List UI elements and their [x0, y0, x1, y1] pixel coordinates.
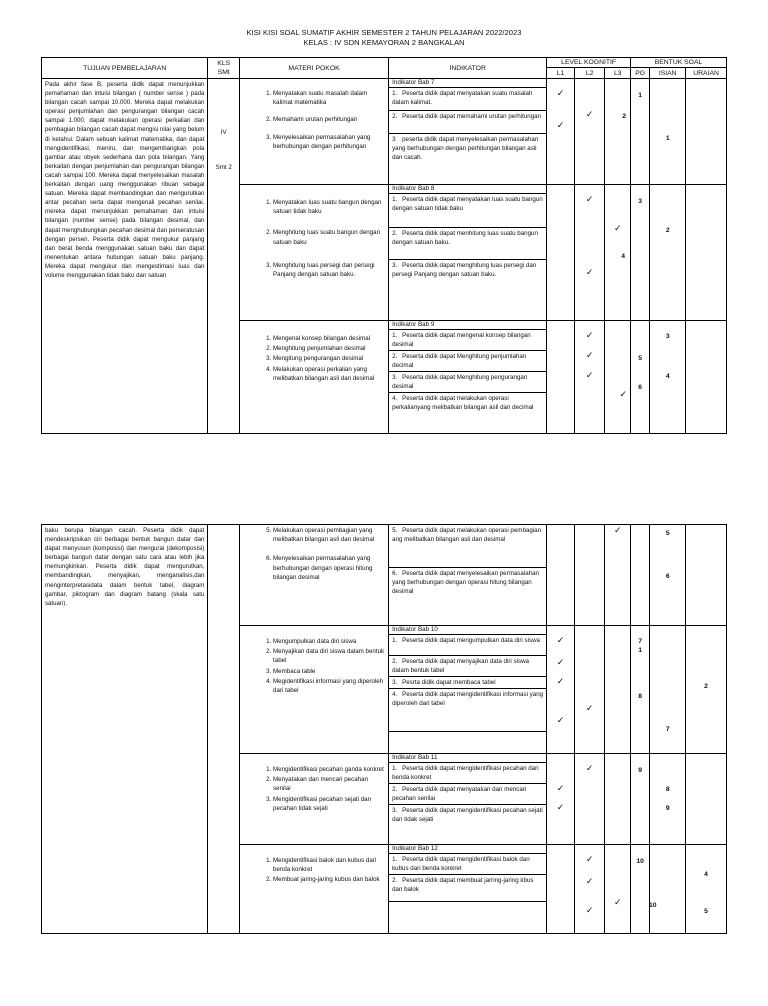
bab-heading: Indikator Bab 12: [389, 844, 546, 854]
indikator-item: Peserta didik dapat mengidentifikasi informasi yang diperoleh dari tabel: [392, 691, 544, 708]
kls-cell-cont: [208, 525, 240, 934]
indikator-bab11: Indikator Bab 11 1. Peserta didik dapat mengidentifikasi pecahan dari benda konkret 2. Peserta didik dapat menyatakan dan mencari pecahan senilai 3. Peserta didik dapat mengidentifikasi pecahan sejati dan tidak sejati: [389, 754, 547, 845]
pg-bab10: 7 1 8: [630, 626, 649, 754]
check-mark: ✓: [585, 109, 594, 119]
materi-item: 2. Menghitung penjumlahan desimal: [273, 344, 385, 353]
bab-heading: Indikator Bab 10: [389, 625, 546, 635]
materi-bab7: [240, 79, 389, 185]
pg-bab8: 3 4: [630, 185, 649, 321]
materi-item: 6. Menyelesaikan permasalahan yang berhubungan dengan operasi hitung bilangan desimal: [273, 554, 385, 582]
indikator-item: Peserta didik dapat mengenal konsep bilangan desimal: [392, 332, 531, 349]
check-mark: ✓: [585, 763, 594, 773]
col-tujuan: TUJUAN PEMBELAJARAN: [42, 58, 208, 79]
l3-bab7: [605, 79, 631, 185]
bab-heading: Indikator Bab 9: [389, 320, 546, 330]
materi-item: 3. Menghitung luas persegi dan persegi Panjang dengan satuan baku.: [273, 261, 385, 279]
check-mark: ✓: [619, 389, 627, 399]
materi-item: 2. Menyajikan data diri siswa dalam bentuk tabel: [273, 647, 385, 665]
indikator-item: Peserta didik dapat mengidentifikasi balok dan kubus dari benda konkret: [392, 856, 530, 873]
indikator-item: Peserta didik dapat mengidentifikasi pecahan sejati dan tidak sejati: [392, 807, 543, 824]
check-mark: ✓: [585, 876, 594, 886]
col-level: LEVEL KOGNITIF: [547, 58, 631, 68]
l2-bab9: [574, 321, 605, 434]
indikator-item: Peserta didik dapat melakukan operasi pembagian ang melibatkan bilangan asli dan desimal: [392, 527, 542, 544]
l3-bab9b: [605, 525, 631, 626]
col-l3: L3: [605, 68, 631, 79]
col-indikator: INDIKATOR: [389, 58, 547, 79]
materi-bab10: [240, 626, 389, 754]
l3-bab9: [605, 321, 631, 434]
kisi-table-page2: [41, 524, 727, 934]
materi-item: 3. Membaca table: [273, 667, 385, 676]
check-mark: ✓: [613, 525, 622, 535]
materi-item: 2. Memahami urutan perhitungan: [273, 115, 385, 124]
materi-item: 4. Melakukan operasi perkalian yang melibatkan bilangan asli dan desimal: [273, 365, 385, 383]
materi-item: 2. Menghitung luas suatu bangun dengan satuan baku: [273, 228, 385, 246]
col-pg: PG: [630, 68, 649, 79]
l2-bab7: [574, 79, 605, 185]
indikator-bab8: Indikator Bab 8 1. Peserta didik dapat menyatakan luas suatu bangun dengan satuan tidak baku 2. Peserta didik dapat menhitung luas suatu bangun dengan satuan baku. 3. Peserta didik dapat menghitung luas persegi dan persegi Panjang dengan satuan baku.: [389, 185, 547, 321]
indikator-bab10: Indikator Bab 10 1. Peserta didik dapat mengumpulkan data diri siswa 2. Peserta didik dapat menyajikan data diri siswa dalam bentuk tabel 3. Pesrta didik dapat membaca tabel 4. Peserta didik dapat mengidentifikasi informasi yang diperoleh dari tabel: [389, 626, 547, 754]
materi-item: 1. Mengidentifikasi balok dan kubus dari benda konkret: [273, 856, 385, 874]
pg-bab12: 10 10: [630, 845, 649, 934]
tujuan-text-cont: baku berupa bilangan cacah. Peserta didik dapat mendeskripsikan ciri berbagai bentuk bangun datar dan dapat menyusun (komposisi) dan mengurai (dekomposisi) berbagai bangun datar dengan satu cara atau lebih jika memungkinkan. Peserta didik dapat mengurutkan, membandingkan, menyajikan, menganalisis,dan menginterpretasidata dalam bentuk tabel, diagram gambar, piktogram dan diagram batang (skala satu satuan).: [42, 525, 208, 934]
check-mark: ✓: [556, 783, 565, 793]
materi-item: 4. Megidentifikasi informasi yang diperoleh dari tabel: [273, 677, 385, 695]
indikator-item: Peserta didik dapat Menghitung pengurangan desimal: [392, 374, 528, 391]
check-mark: ✓: [585, 330, 594, 340]
check-mark: ✓: [613, 897, 622, 907]
kls-cell: [208, 79, 240, 434]
isian-bab9b: 5 6: [650, 525, 686, 626]
check-mark: ✓: [556, 657, 565, 667]
indikator-item: Peserta didik dapat memahami urutan perhitungan: [402, 113, 542, 120]
indikator-bab12: Indikator Bab 12 1. Peserta didik dapat mengidentifikasi balok dan kubus dari benda konkret 2. Peserta didik dapat membuat jarring-jaring kbus dan balok: [389, 845, 547, 934]
l2-bab11: [574, 754, 605, 845]
l1-bab7: [547, 79, 575, 185]
indikator-item: Peserta didik dapat menyatakan suatu masalah dalam kalimat.: [392, 90, 533, 107]
col-bentuk: BENTUK SOAL: [630, 58, 726, 68]
l2-bab10: [574, 626, 605, 754]
l3-bab12: [605, 845, 631, 934]
col-l2: L2: [574, 68, 605, 79]
doc-subtitle: KELAS : IV SDN KEMAYORAN 2 BANGKALAN: [303, 38, 465, 47]
uraian-bab10: 2: [686, 626, 727, 754]
materi-bab11: [240, 754, 389, 845]
check-mark: ✓: [585, 703, 594, 713]
indikator-item: Peserta didik dapat Menghitung penjumlahan decimal: [392, 353, 527, 370]
indikator-item: Peserta didik dapat menyajikan data diri siswa dalam bentuk tabel: [392, 658, 529, 675]
check-mark: ✓: [613, 223, 622, 233]
materi-item: 3. Mengitung pengurangan desimal: [273, 354, 385, 363]
indikator-item: Pesrta didik dapat membaca tabel: [402, 679, 496, 686]
indikator-item: Peserta didik dapat membuat jarring-jaring kbus dan balok: [392, 877, 534, 894]
col-isian: ISIAN: [650, 68, 686, 79]
materi-item: 2. Menyatakan dan mencari pecahan senilai: [273, 775, 385, 793]
check-mark: ✓: [556, 802, 565, 812]
check-mark: ✓: [585, 905, 594, 915]
check-mark: ✓: [556, 676, 565, 686]
materi-bab9: [240, 321, 389, 434]
check-mark: ✓: [585, 194, 594, 204]
indikator-bab9b: 5. Peserta didik dapat melakukan operasi pembagian ang melibatkan bilangan asli dan desimal 6. Peserta didik dapat menyelesaikan permasalahan yang berhubungan dengan operasi hitung bilangan desimal: [389, 525, 547, 626]
check-mark: ✓: [556, 88, 565, 98]
bab-heading: Indikator Bab 7: [389, 78, 546, 88]
bab-heading: Indikator Bab 8: [389, 184, 546, 194]
pg-bab7: 1 2: [630, 79, 649, 185]
l2-bab12: [574, 845, 605, 934]
col-kls: KLS SMt: [208, 58, 240, 79]
materi-item: 3. Menyelesaikan permasalahan yang berhubungan dengan perhitungan: [273, 133, 385, 151]
indikator-item: Peserta didik dapat menhitung luas suatu bangun dengan satuan baku.: [392, 230, 538, 247]
kelas: IV: [220, 129, 227, 136]
kisi-table-page1: [41, 57, 727, 434]
check-mark: ✓: [585, 370, 594, 380]
indikator-item: Peserta didik dapat melakukan operasi perkalianyang melibatkan bilangan asli dan decimal: [392, 395, 534, 412]
indikator-item: Peserta didik dapat menghitung luas persegi dan persegi Panjang dengan satuan baku.: [392, 262, 537, 279]
materi-item: 5. Melakukan operasi pembagian yang melibatkan bilangan asli dan desimal: [273, 526, 385, 544]
indikator-bab9: Indikator Bab 9 1. Peserta didik dapat mengenal konsep bilangan desimal 2. Peserta didik dapat Menghitung penjumlahan decimal 3. Peserta didik dapat Menghitung pengurangan desimal 4. Peserta didik dapat melakukan operasi perkalianyang melibatkan bilangan asli dan decimal: [389, 321, 547, 434]
materi-item: 3. Mengidentifikasi pecahan sejati dan pecahan tidak sejati: [273, 795, 385, 813]
isian-bab11: 8 9: [650, 754, 686, 845]
materi-item: 2. Membuat jaring-jaring kubus dan balok: [273, 875, 385, 884]
materi-bab9b: [240, 525, 389, 626]
doc-title: KISI KISI SOAL SUMATIF AKHIR SEMESTER 2 TAHUN PELAJARAN 2022/2023: [246, 28, 522, 37]
indikator-item: peserta didik dapat menyelesaikan permasalahan yang berhubungan dengan perhitungan bilangan asli dan cacah.: [392, 136, 539, 162]
materi-item: 1. Mengenal konsep bilangan desimal: [273, 334, 385, 343]
tujuan-text: Pada akhir fase B, peserta didik dapat menunjukkan pemahaman dan intuisi bilangan ( number sense ) pada bilangan cacah sampai 10.000. Mereka dapat melakukan operasi penjumlahan dan pengurangan bilangan cacah sampai 1.000. dapat melakukan operasi perkalian dan pembagian bilangan cacah dapat mengisi nilai yang belum di ketahui. Dalam sebuah kalimat matematika, dan dapat mengidentifikasi, meniru, dan mengembangkan pola gambar atau obyek sederhana dan pola bilangan. Yang berkaitan dengan penjumlahan dan pengurangan bilangan cacah sampai 100. Mereka dapat menyelesaikan masalah berkaitan dengan uang menggunakan ribuan sebagai satuan. Mereka dapat membandingkan dan mengurutkan antar pecahan serta dapat mengenali pecahan senilai. mereka dapat menunjukkan pemahaman dan intuisi bilangan (number sense) pada bilangan desimal, dan dapat menghubungkan pecahan desimal dan perseratusan dengan persen. Peserta didik dapat mengukur panjang dan berat benda menggunakan satuan baku dan dapat menentukan antara hubungan satuan baku panjang. Mereka dapat mengukur dan mengestimasi luas dan volume menggunakan tidak baku dan satuan: [42, 79, 208, 434]
materi-item: 1. Menyatakan suatu masalah dalam kalimat matematika: [273, 89, 385, 107]
col-l1: L1: [547, 68, 575, 79]
indikator-item: Peserta didik dapat mengumpulkan data diri siswa: [402, 637, 540, 644]
isian-bab7: 1: [650, 79, 686, 185]
isian-bab10: 7: [650, 626, 686, 754]
check-mark: ✓: [585, 350, 594, 360]
isian-bab8: 2: [650, 185, 686, 321]
check-mark: ✓: [585, 267, 594, 277]
indikator-item: Peserta didik dapat menyatakan luas suatu bangun dengan satuan tidak baku: [392, 196, 543, 213]
indikator-item: Peserta didik dapat menyelesaikan permasalahan yang berhubungan dengan operasi hitung bilangan desimal: [392, 570, 539, 596]
isian-bab9: 3 4: [650, 321, 686, 434]
uraian-bab12: 4 5: [686, 845, 727, 934]
check-mark: ✓: [585, 854, 594, 864]
materi-item: 1. Mengumpulkan data diri siswa: [273, 637, 385, 646]
check-mark: ✓: [556, 715, 565, 725]
pg-bab9: 5 6: [630, 321, 649, 434]
l1-bab10: [547, 626, 575, 754]
bab-heading: Indikator Bab 11: [389, 753, 546, 763]
indikator-bab7: Indikator Bab 7 1. Peserta didik dapat menyatakan suatu masalah dalam kalimat. 2. Peserta didik dapat memahami urutan perhitungan 3 peserta didik dapat menyelesaikan permasalahan yang berhubungan dengan perhitungan bilangan asli dan cacah.: [389, 79, 547, 185]
col-uraian: URAIAN: [686, 68, 727, 79]
materi-item: 1. Menyatakan luas suatu bangun dengan satuan tidak baku: [273, 198, 385, 216]
materi-item: 1. Mengidentifikasi pecahan ganda konkret: [273, 765, 385, 774]
check-mark: ✓: [556, 120, 565, 130]
col-materi: MATERI POKOK: [240, 58, 389, 79]
indikator-item: Peserta didik dapat menyatakan dan mencari pecahan senilai: [392, 786, 527, 803]
l1-bab11: [547, 754, 575, 845]
pg-bab11: 9: [630, 754, 649, 845]
indikator-item: Peserta didik dapat mengidentifikasi pecahan dari benda konkret: [392, 765, 539, 782]
materi-bab12: [240, 845, 389, 934]
semester: Smt 2: [215, 164, 232, 172]
check-mark: ✓: [556, 635, 565, 645]
uraian-bab7: [686, 79, 727, 185]
materi-bab8: [240, 185, 389, 321]
